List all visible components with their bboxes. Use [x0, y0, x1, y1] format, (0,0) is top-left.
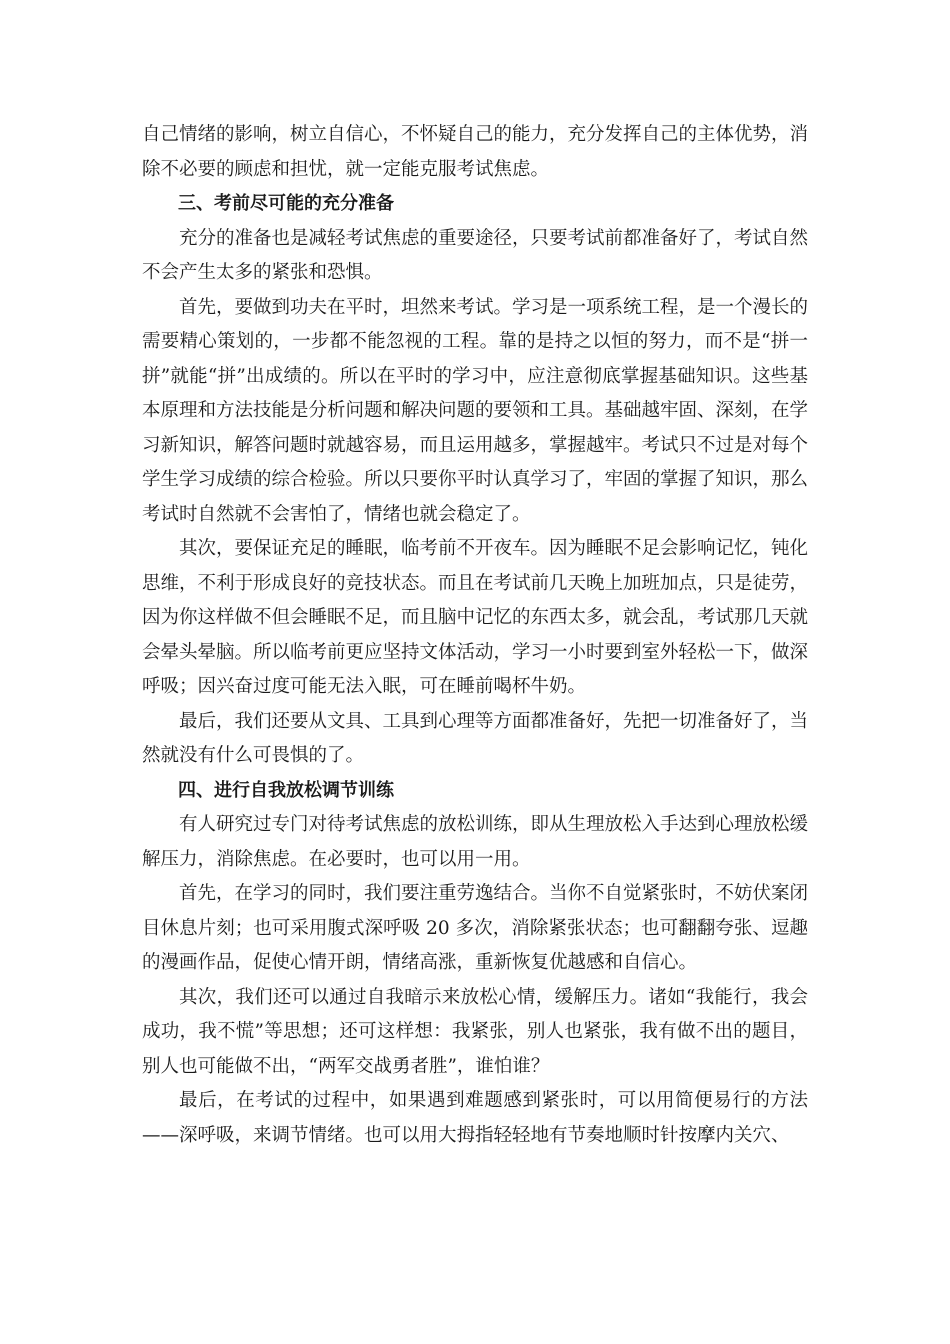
- document-body: [142, 118, 808, 1153]
- section-heading-3: 三、考前尽可能的充分准备: [178, 193, 394, 214]
- paragraph: 首先，在学习的同时，我们要注重劳逸结合。当你不自觉紧张时，不妨伏案闭目休息片刻；也可采用腹式深呼吸 20 多次，消除紧张状态；也可翻翻夸张、逗趣的漫画作品，促使心情开朗，情绪高涨，重新恢复优越感和自信心。: [142, 883, 809, 973]
- paragraph: 充分的准备也是减轻考试焦虑的重要途径，只要考试前都准备好了，考试自然不会产生太多的紧张和恐惧。: [142, 227, 809, 283]
- paragraph: 首先，要做到功夫在平时，坦然来考试。学习是一项系统工程，是一个漫长的需要精心策划的，一步都不能忽视的工程。靠的是持之以恒的努力，而不是“拼一拼”就能“拼”出成绩的。所以在平时的学习中，应注意彻底掌握基础知识。这些基本原理和方法技能是分析问题和解决问题的要领和工具。基础越牢固、深刻，在学习新知识，解答问题时就越容易，而且运用越多，掌握越牢。考试只不过是对每个学生学习成绩的综合检验。所以只要你平时认真学习了，牢固的掌握了知识，那么考试时自然就不会害怕了，情绪也就会稳定了。: [142, 296, 809, 525]
- section-heading-4: 四、进行自我放松调节训练: [178, 779, 394, 801]
- paragraph: 其次，要保证充足的睡眠，临考前不开夜车。因为睡眠不足会影响记忆，钝化思维，不利于形成良好的竞技状态。而且在考试前几天晚上加班加点，只是徒劳，因为你这样做不但会睡眠不足，而且脑中记忆的东西太多，就会乱，考试那几天就会晕头晕脑。所以临考前更应坚持文体活动，学习一小时要到室外轻松一下，做深呼吸；因兴奋过度可能无法入眠，可在睡前喝杯牛奶。: [142, 538, 809, 697]
- paragraph: 最后，在考试的过程中，如果遇到难题感到紧张时，可以用简便易行的方法——深呼吸，来调节情绪。也可以用大拇指轻轻地有节奏地顺时针按摩内关穴、: [142, 1090, 808, 1146]
- paragraph: 有人研究过专门对待考试焦虑的放松训练，即从生理放松入手达到心理放松缓解压力，消除焦虑。在必要时，也可以用一用。: [142, 814, 809, 870]
- paragraph: 最后，我们还要从文具、工具到心理等方面都准备好，先把一切准备好了，当然就没有什么可畏惧的了。: [142, 710, 809, 766]
- paragraph: 其次，我们还可以通过自我暗示来放松心情，缓解压力。诸如“我能行，我会成功，我不慌”等思想；还可这样想：我紧张，别人也紧张，我有做不出的题目，别人也可能做不出，“两军交战勇者胜”，谁怕谁？: [142, 986, 808, 1077]
- paragraph-continued: 自己情绪的影响，树立自信心，不怀疑自己的能力，充分发挥自己的主体优势，消除不必要的顾虑和担忧，就一定能克服考试焦虑。: [142, 124, 809, 180]
